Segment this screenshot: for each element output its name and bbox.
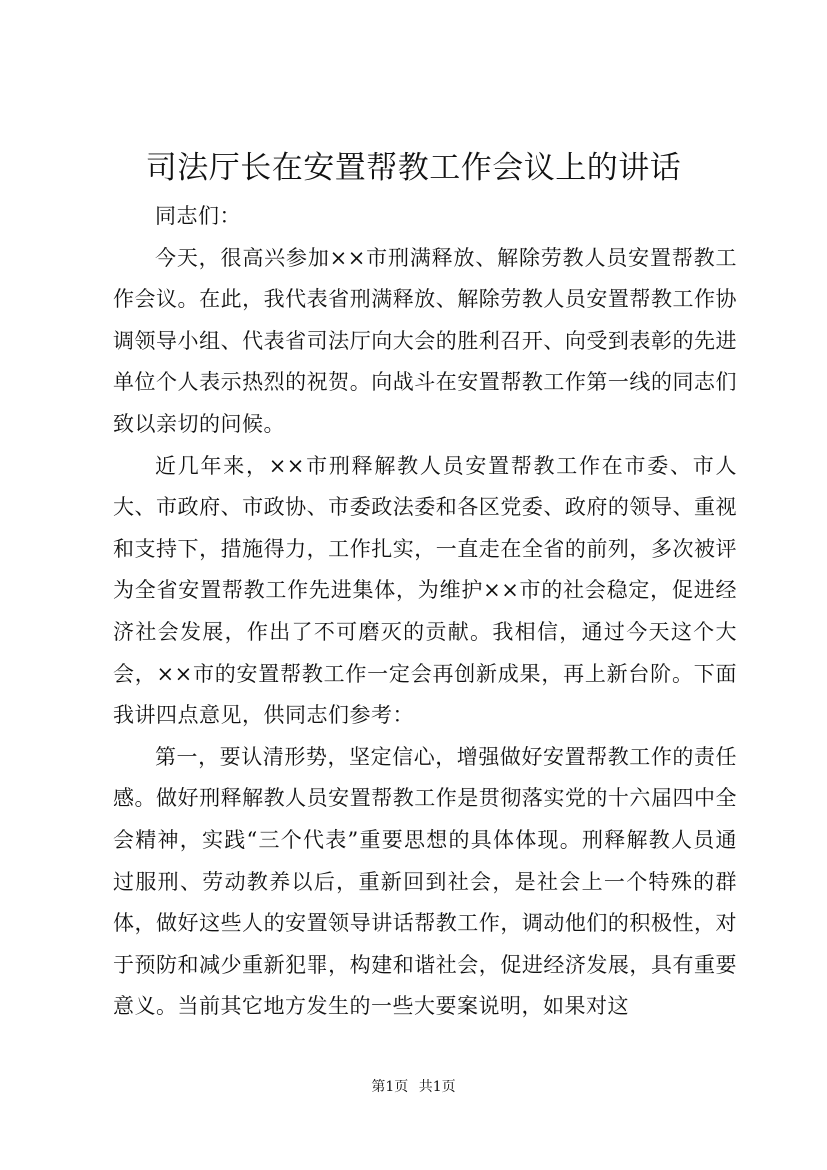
document-body: [113, 196, 737, 1028]
page-total: 共1页: [418, 1079, 456, 1095]
paragraph-3: 第一，要认清形势，坚定信心，增强做好安置帮教工作的责任感。做好刑释解教人员安置帮教工作是贯彻落实党的十六届四中全会精神，实践“三个代表”重要思想的具体体现。刑释解教人员通过服刑、劳动教养以后，重新回到社会，是社会上一个特殊的群体，做好这些人的安置领导讲话帮教工作，调动他们的积极性，对于预防和减少重新犯罪，构建和谐社会，促进经济发展，具有重要意义。当前其它地方发生的一些大要案说明，如果对这: [113, 744, 737, 1019]
salutation: 同志们：: [155, 204, 241, 228]
page-number: 第1页: [371, 1079, 409, 1095]
document-title: 司法厅长在安置帮教工作会议上的讲话: [145, 150, 682, 186]
paragraph-2: 近几年来，××市刑释解教人员安置帮教工作在市委、市人大、市政府、市政协、市委政法委和各区党委、政府的领导、重视和支持下，措施得力，工作扎实，一直走在全省的前列，多次被评为全省安置帮教工作先进集体，为维护××市的社会稳定，促进经济社会发展，作出了不可磨灭的贡献。我相信，通过今天这个大会，××市的安置帮教工作一定会再创新成果，再上新台阶。下面我讲四点意见，供同志们参考：: [113, 453, 737, 728]
page-footer: [0, 1077, 827, 1097]
paragraph-1: 今天，很高兴参加××市刑满释放、解除劳教人员安置帮教工作会议。在此，我代表省刑满释放、解除劳教人员安置帮教工作协调领导小组、代表省司法厅向大会的胜利召开、向受到表彰的先进单位个人表示热烈的祝贺。向战斗在安置帮教工作第一线的同志们致以亲切的问候。: [113, 245, 737, 436]
